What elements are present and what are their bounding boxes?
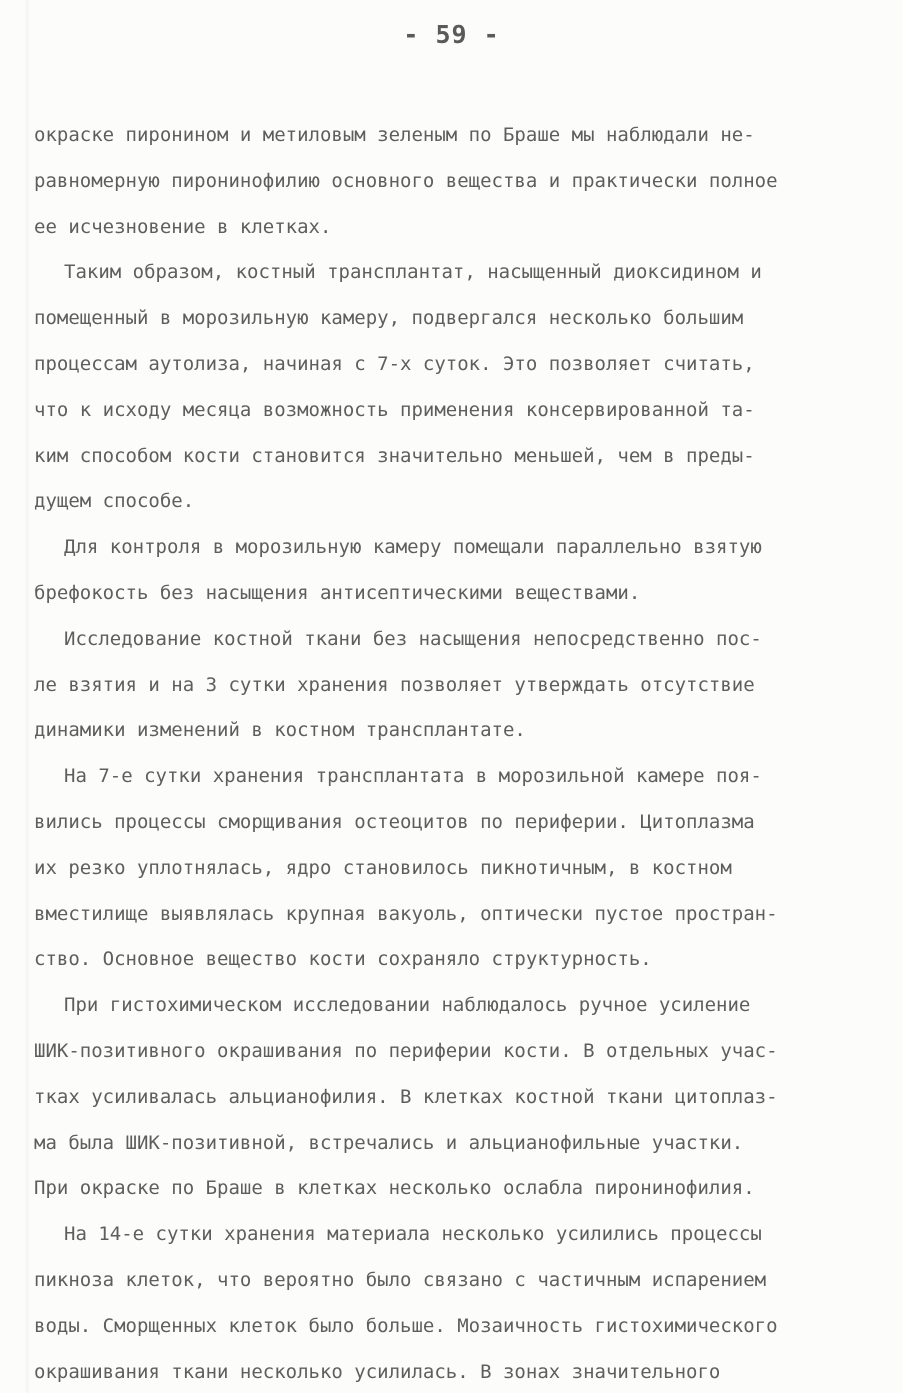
text-line: пикноза клеток, что вероятно было связано с частичным испарением [34, 1268, 767, 1291]
text-line: ство. Основное вещество кости сохраняло структурность. [34, 948, 652, 971]
body-text [34, 113, 870, 1395]
text-line: окраске пиронином и метиловым зеленым по Браше мы наблюдали не- [34, 124, 755, 146]
text-line: вместилище выявлялась крупная вакуоль, оптически пустое простран- [34, 902, 778, 925]
text-line: динамики изменений в костном трансплантате. [34, 719, 526, 742]
text-line: равномерную пиронинофилию основного вещества и практически полное [34, 169, 778, 192]
text-line: брефокость без насыщения антисептическими веществами. [34, 581, 641, 604]
text-line: воды. Сморщенных клеток было больше. Мозаичность гистохимического [34, 1314, 778, 1337]
text-line: ма была ШИК-позитивной, встречались и альцианофильные участки. [34, 1131, 744, 1154]
text-line: вились процессы сморщивания остеоцитов по периферии. Цитоплазма [34, 810, 755, 833]
text-line-paragraph-start: Для контроля в морозильную камеру помещали параллельно взятую [64, 536, 762, 559]
text-line: окрашивания ткани несколько усилилась. В зонах значительного [34, 1360, 721, 1383]
text-line: тках усиливалась альцианофилия. В клетках костной ткани цитоплаз- [34, 1085, 778, 1108]
text-line: что к исходу месяца возможность применения консервированной та- [34, 398, 755, 421]
text-line-paragraph-start: На 7-е сутки хранения трансплантата в морозильной камере поя- [64, 765, 762, 788]
text-line: процессам аутолиза, начиная с 7-х суток. Это позволяет считать, [34, 352, 755, 375]
text-line-paragraph-start: На 14-е сутки хранения материала несколько усилились процессы [64, 1223, 762, 1246]
text-line: помещенный в морозильную камеру, подвергался несколько большим [34, 307, 744, 330]
text-line: ее исчезновение в клетках. [34, 215, 332, 238]
page-edge-shadow [26, 0, 29, 1393]
text-line: ШИК-позитивного окрашивания по периферии кости. В отдельных учас- [34, 1039, 778, 1062]
text-line: дущем способе. [34, 490, 195, 513]
page-number: - 59 - [403, 20, 500, 49]
text-line: ле взятия и на 3 сутки хранения позволяет утверждать отсутствие [34, 673, 755, 696]
text-line: ким способом кости становится значительно меньшей, чем в преды- [34, 444, 755, 467]
text-line: их резко уплотнялась, ядро становилось пикнотичным, в костном [34, 856, 732, 879]
text-line: При окраске по Браше в клетках несколько ослабла пиронинофилия. [34, 1177, 755, 1200]
text-line-paragraph-start: При гистохимическом исследовании наблюдалось ручное усиление [64, 994, 751, 1017]
text-line-paragraph-start: Таким образом, костный трансплантат, насыщенный диоксидином и [64, 261, 762, 284]
text-line-paragraph-start: Исследование костной ткани без насыщения непосредственно пос- [64, 627, 762, 650]
